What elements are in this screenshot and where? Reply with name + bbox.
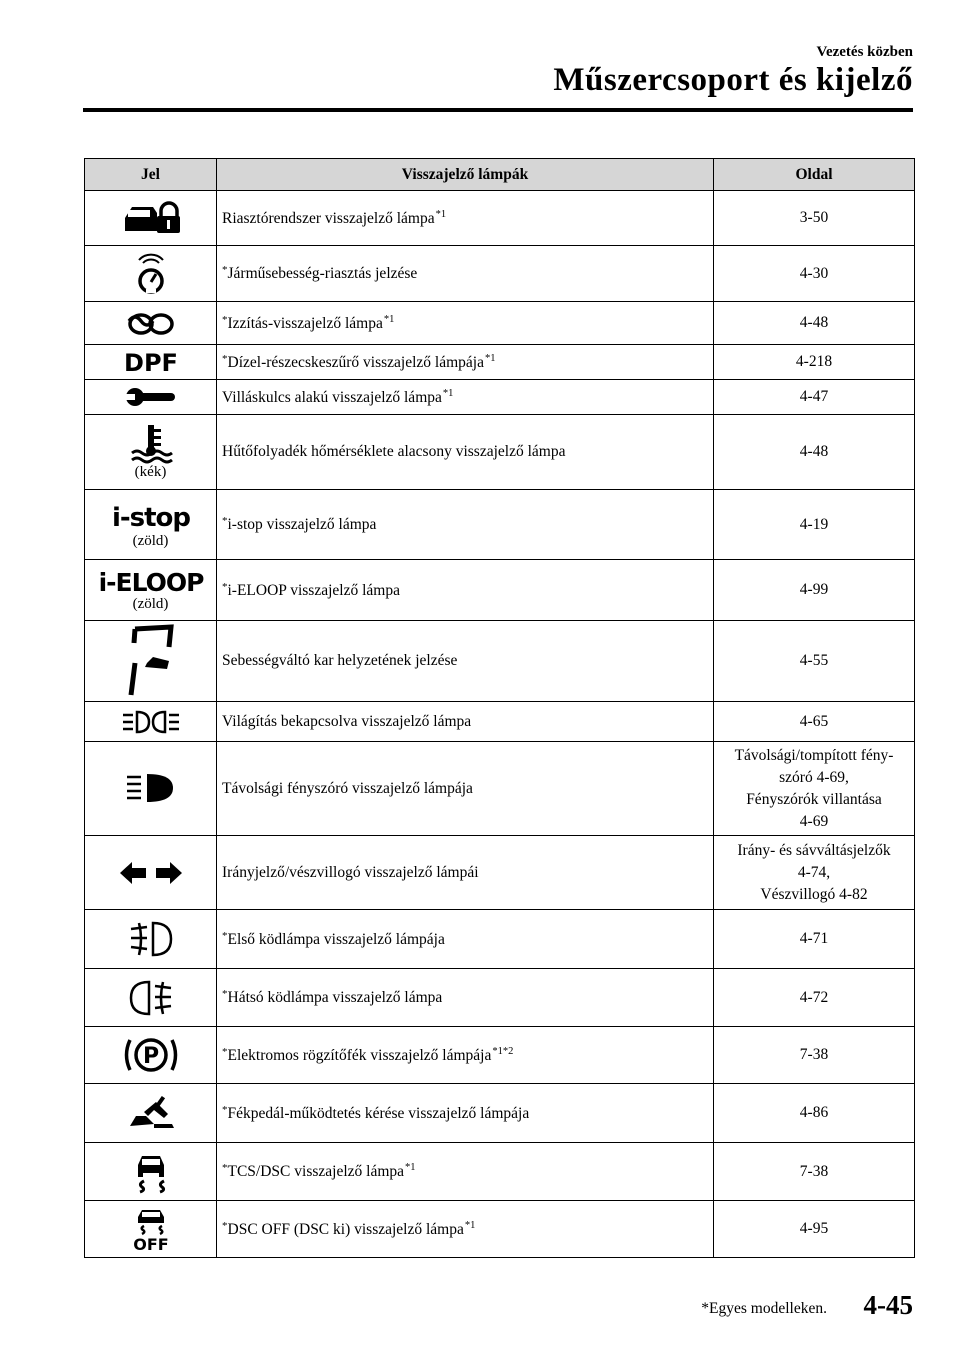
table-row [85,1084,915,1143]
table-row [85,1201,915,1258]
symbol-cell [85,1027,217,1084]
indicator-label: Hűtőfolyadék hőmérséklete alacsony visszajelző lámpa [222,443,566,460]
wrench-icon [125,385,177,409]
table-row [85,191,915,246]
i-eloop-icon [98,567,203,597]
page-reference-line: Fényszórók villantása [746,790,882,808]
indicator-label: Világítás bekapcsolva visszajelző lámpa [222,712,472,730]
indicator-label: Izzítás-visszajelző lámpa [227,314,383,332]
page-reference-line: 4-71 [799,930,829,947]
table-row [85,702,915,742]
table-row [85,415,915,490]
indicator-description [217,380,714,415]
page-reference-line: 4-48 [799,314,829,331]
indicator-description [217,191,714,246]
section-title: Vezetés közben [816,44,913,60]
symbol-cell [85,246,217,302]
indicator-description [217,836,714,910]
footnote-marker: *1 [464,1219,476,1231]
indicator-description [217,415,714,490]
symbol-cell [85,1201,217,1258]
speedometer-alarm-icon [131,254,171,294]
column-header-page: Oldal [714,159,915,191]
indicator-description [217,345,714,380]
page-reference [714,621,915,702]
page-reference-line: 3-50 [799,209,829,226]
page-number: 4-45 [863,1290,913,1320]
page-reference [714,191,915,246]
table-row [85,1143,915,1201]
dpf-icon-text: DPF [123,349,178,377]
i-stop-icon-text: i-stop [111,502,190,533]
parking-brake-icon-text: P [142,1044,159,1069]
page-reference [714,969,915,1027]
shift-position-icon [121,625,181,697]
symbol-color-note: (zöld) [132,532,169,549]
page-reference-line: 4-99 [799,581,829,598]
model-asterisk: * [222,1045,228,1058]
page-reference [714,1027,915,1084]
indicator-description [217,560,714,621]
model-asterisk: * [222,1103,228,1116]
symbol-cell [85,380,217,415]
table-row [85,910,915,969]
page-reference [714,560,915,621]
lights-on-icon [121,708,181,736]
page-reference [714,415,915,490]
symbol-color-note: (kék) [134,464,167,480]
column-header-indicator: Visszajelző lámpák [217,159,714,191]
page-reference [714,345,915,380]
indicator-description [217,302,714,345]
coolant-temperature-icon [129,423,173,463]
indicator-label: Dízel-részecskeszűrő visszajelző lámpája [227,353,484,371]
page-reference-line: 7-38 [799,1162,829,1180]
car-alarm-lock-icon [121,201,181,235]
page-reference-line: 4-19 [799,515,829,533]
table-row [85,345,915,380]
indicator-description [217,910,714,969]
table-row [85,969,915,1027]
indicator-description [217,1143,714,1201]
page-reference-line: 4-72 [799,988,829,1006]
page-reference-line: szóró 4-69, [779,768,849,786]
indicator-label: Villáskulcs alakú visszajelző lámpa [222,388,442,406]
table-row [85,560,915,621]
indicator-description [217,969,714,1027]
footnote-marker: *1 [435,208,447,220]
symbol-cell [85,621,217,702]
symbol-cell [85,415,217,490]
page-reference-line: 4-30 [799,264,829,282]
table-row [85,302,915,345]
header-divider [83,108,913,112]
table-row [85,621,915,702]
indicator-label: Első ködlámpa visszajelző lámpája [227,930,445,948]
page-reference [714,836,915,910]
indicator-description [217,490,714,560]
indicator-description [217,702,714,742]
table-row [85,246,915,302]
indicator-label: i-ELOOP visszajelző lámpa [227,581,400,599]
footnote-marker: *1 [484,352,496,364]
indicator-label: DSC OFF (DSC ki) visszajelző lámpa [227,1220,464,1238]
footnote-marker: *1 [442,387,454,399]
symbol-cell [85,560,217,621]
indicator-description [217,1027,714,1084]
page-reference [714,742,915,836]
page-reference [714,302,915,345]
page-reference [714,1143,915,1201]
dsc-off-icon-text: OFF [132,1235,169,1254]
symbol-cell [85,1084,217,1143]
footnote-marker: *1 [405,1162,416,1173]
table-row [85,1027,915,1084]
symbol-cell [85,910,217,969]
i-eloop-icon-text: i-ELOOP [98,568,203,597]
model-asterisk: * [222,1162,228,1174]
i-stop-icon [111,500,190,533]
page-reference-line: 7-38 [799,1046,829,1063]
page-reference [714,910,915,969]
symbol-cell [85,969,217,1027]
model-asterisk: * [222,580,228,593]
page-reference-line: 4-69 [799,812,829,830]
symbol-cell [85,345,217,380]
indicator-label: Járműsebesség-riasztás jelzése [227,265,418,282]
column-header-symbol: Jel [85,159,217,191]
indicator-rows [85,191,915,1258]
model-asterisk: * [222,352,228,365]
page-reference [714,380,915,415]
front-fog-icon [127,919,175,959]
table-row [85,490,915,560]
symbol-cell [85,490,217,560]
page-reference [714,1201,915,1258]
indicator-label: TCS/DSC visszajelző lámpa [227,1163,405,1180]
table-header-row [85,159,915,191]
indicator-description [217,621,714,702]
footnote-marker: *1 [383,313,395,325]
footnote-marker: *1*2 [492,1045,514,1057]
table-row [85,836,915,910]
model-asterisk: * [222,1219,228,1232]
symbol-cell [85,702,217,742]
tcs-dsc-icon [126,1151,176,1193]
indicator-description [217,1201,714,1258]
page-reference [714,702,915,742]
model-asterisk: * [222,264,228,276]
dpf-icon [118,348,184,376]
page-reference-line: Távolsági/tompított fény- [734,746,894,764]
indicator-description [217,1084,714,1143]
indicator-label: Sebességváltó kar helyzetének jelzése [222,652,458,669]
parking-brake-icon [120,1034,182,1076]
indicator-label: Elektromos rögzítőfék visszajelző lámpája [227,1046,492,1064]
symbol-cell [85,836,217,910]
turn-signal-icon [118,859,184,887]
dsc-off-icon [124,1207,178,1254]
indicator-label: Riasztórendszer visszajelző lámpa [222,209,435,227]
symbol-cell [85,302,217,345]
model-asterisk: * [222,515,228,527]
model-asterisk: * [222,929,228,942]
page-reference-line: 4-47 [799,388,829,405]
table-row [85,742,915,836]
indicator-label: Fékpedál-működtetés kérése visszajelző lámpája [227,1104,530,1122]
symbol-cell [85,742,217,836]
symbol-cell [85,191,217,246]
high-beam-icon [123,771,179,807]
page-reference-line: 4-218 [795,353,833,370]
indicator-label: Hátsó ködlámpa visszajelző lámpa [227,989,443,1006]
indicator-label: i-stop visszajelző lámpa [227,516,377,533]
brake-pedal-icon [124,1094,178,1132]
page-reference-line: 4-74, [797,863,831,881]
symbol-cell [85,1143,217,1201]
glow-plug-icon [125,309,177,337]
indicator-label: Irányjelző/vészvillogó visszajelző lámpái [222,863,479,881]
page-reference [714,246,915,302]
indicator-table [84,158,915,1258]
page-reference-line: 4-95 [799,1220,829,1237]
page-reference-line: Irány- és sávváltásjelzők [737,841,891,859]
page-reference-line: Vészvillogó 4-82 [760,885,868,903]
indicator-description [217,742,714,836]
rear-fog-icon [127,978,175,1018]
symbol-color-note: (zöld) [132,596,169,612]
table-row [85,380,915,415]
model-asterisk: * [222,988,228,1000]
page-reference [714,490,915,560]
indicator-label: Távolsági fényszóró visszajelző lámpája [222,779,473,797]
model-asterisk: * [222,313,228,326]
page-title: Műszercsoport és kijelző [553,62,913,98]
indicator-description [217,246,714,302]
page-reference-line: 4-55 [799,652,829,669]
page-reference [714,1084,915,1143]
page-reference-line: 4-48 [799,443,829,460]
page-reference-line: 4-86 [799,1104,829,1121]
footnote-models: *Egyes modelleken. [701,1300,827,1317]
page-reference-line: 4-65 [799,712,829,730]
